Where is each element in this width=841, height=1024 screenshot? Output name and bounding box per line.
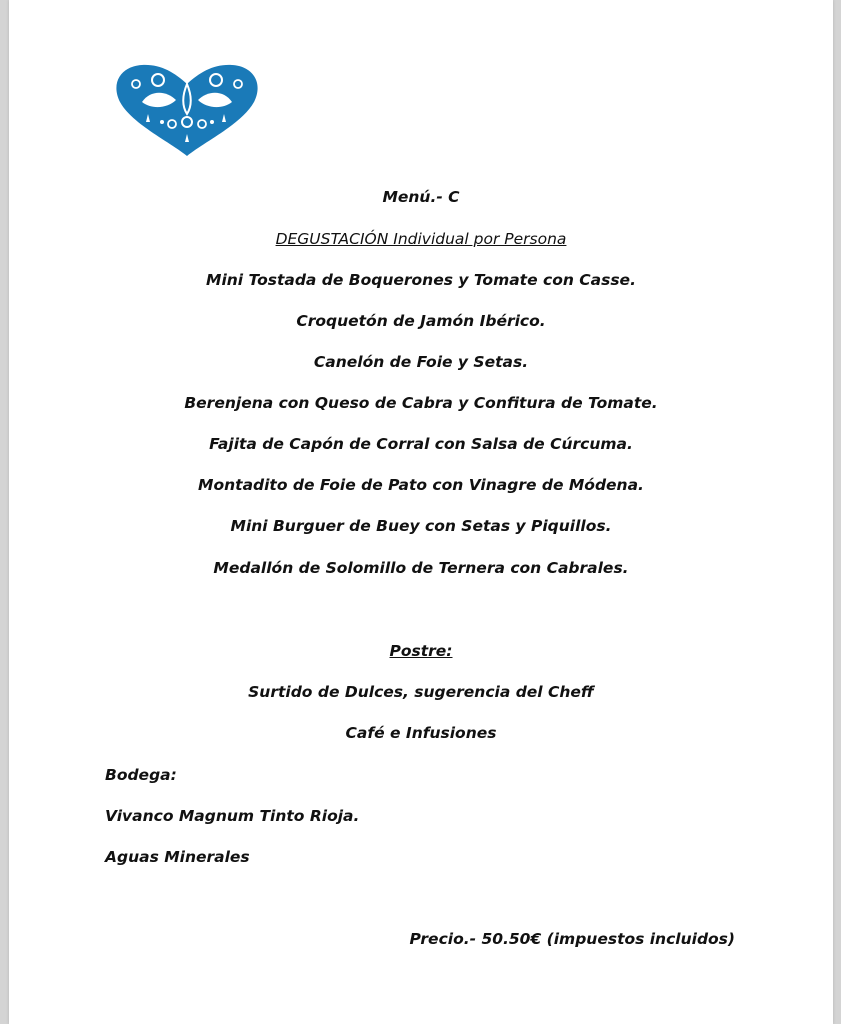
winery-item: Vivanco Magnum Tinto Rioja. bbox=[105, 807, 360, 825]
winery-item: Aguas Minerales bbox=[105, 848, 250, 866]
masquerade-heart-logo bbox=[112, 62, 262, 158]
dessert-item: Surtido de Dulces, sugerencia del Cheff bbox=[248, 683, 594, 701]
dessert-heading: Postre: bbox=[389, 642, 453, 660]
winery-heading: Bodega: bbox=[105, 766, 177, 784]
menu-item: Canelón de Foie y Setas. bbox=[313, 353, 529, 371]
menu-item: Berenjena con Queso de Cabra y Confitura de Tomate. bbox=[184, 394, 658, 412]
menu-item: Montadito de Foie de Pato con Vinagre de Módena. bbox=[198, 476, 644, 494]
menu-item: Fajita de Capón de Corral con Salsa de Cúrcuma. bbox=[209, 435, 633, 453]
menu-item: Croquetón de Jamón Ibérico. bbox=[296, 312, 546, 330]
price-text: Precio.- 50.50€ (impuestos incluidos) bbox=[409, 930, 735, 948]
menu-subtitle: DEGUSTACIÓN Individual por Persona bbox=[275, 230, 567, 248]
menu-page bbox=[9, 0, 833, 1024]
menu-title: Menú.- C bbox=[382, 188, 460, 206]
menu-item: Mini Burguer de Buey con Setas y Piquillos. bbox=[230, 517, 612, 535]
menu-item: Medallón de Solomillo de Ternera con Cabrales. bbox=[213, 559, 629, 577]
dessert-item: Café e Infusiones bbox=[345, 724, 497, 742]
menu-item: Mini Tostada de Boquerones y Tomate con Casse. bbox=[206, 271, 636, 289]
